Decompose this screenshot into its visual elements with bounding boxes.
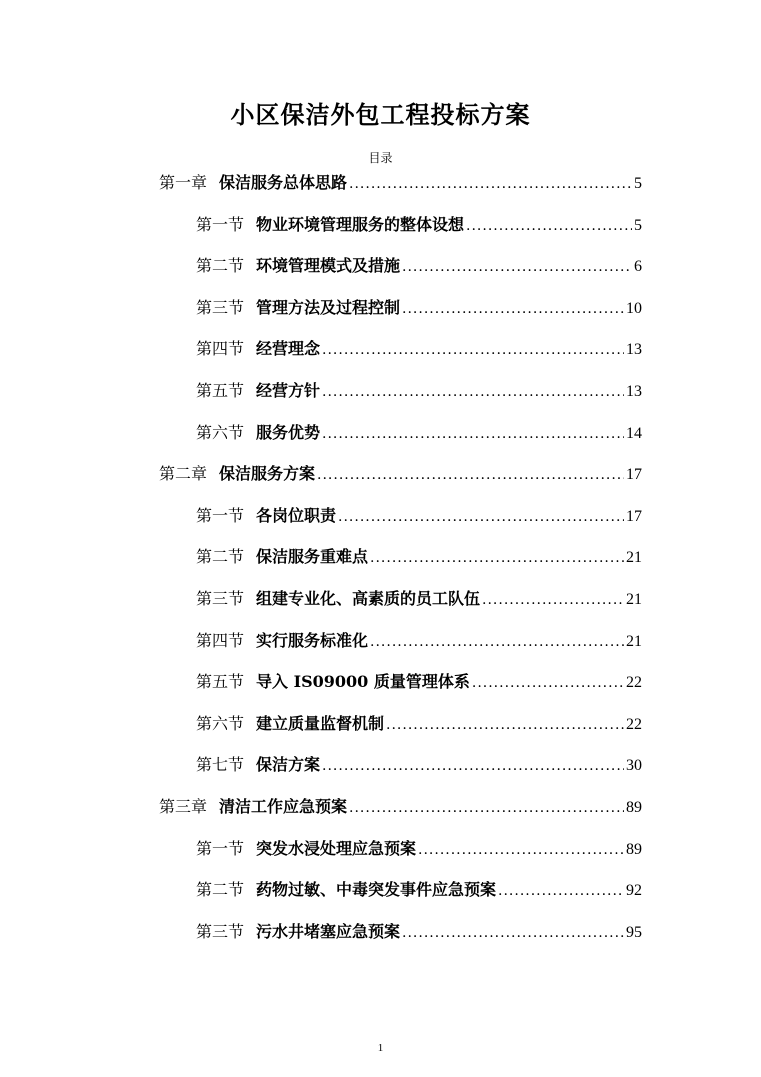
toc-chapter-entry[interactable] bbox=[159, 462, 642, 486]
toc-entry-page: 13 bbox=[626, 383, 642, 400]
toc-entry-number: 第四节 bbox=[196, 339, 245, 358]
toc-entry-title: 清洁工作应急预案 bbox=[219, 797, 348, 816]
toc-dot-leader bbox=[402, 255, 632, 279]
toc-entry-number: 第二章 bbox=[159, 464, 208, 483]
toc-entry-title: 环境管理模式及措施 bbox=[256, 256, 401, 275]
toc-section-entry[interactable] bbox=[196, 629, 642, 653]
toc-dot-leader bbox=[370, 546, 624, 570]
toc-entry-page: 10 bbox=[626, 300, 642, 317]
toc-entry-page: 92 bbox=[626, 882, 642, 899]
toc-section-entry[interactable] bbox=[196, 545, 642, 569]
toc-dot-leader bbox=[322, 338, 624, 362]
toc-entry-number: 第一节 bbox=[196, 506, 245, 525]
toc-dot-leader bbox=[322, 380, 624, 404]
toc-entry-page: 89 bbox=[626, 799, 642, 816]
toc-section-entry[interactable] bbox=[196, 379, 642, 403]
toc-entry-page: 22 bbox=[626, 674, 642, 691]
toc-entry-title: 各岗位职责 bbox=[256, 506, 337, 525]
toc-section-entry[interactable] bbox=[196, 837, 642, 861]
toc-entry-title: 物业环境管理服务的整体设想 bbox=[256, 215, 465, 234]
toc-dot-leader bbox=[317, 463, 624, 487]
toc-heading: 目录 bbox=[368, 151, 393, 165]
toc-entry-number: 第六节 bbox=[196, 423, 245, 442]
toc-entry-number: 第二节 bbox=[196, 547, 245, 566]
toc-entry-title: 保洁方案 bbox=[256, 755, 321, 774]
toc-entry-number: 第三节 bbox=[196, 298, 245, 317]
toc-entry-title: 服务优势 bbox=[256, 423, 321, 442]
toc-dot-leader bbox=[322, 422, 624, 446]
toc-entry-page: 6 bbox=[634, 258, 642, 275]
toc-section-entry[interactable] bbox=[196, 504, 642, 528]
toc-dot-leader bbox=[349, 796, 624, 820]
toc-dot-leader bbox=[386, 713, 624, 737]
toc-dot-leader bbox=[338, 505, 624, 529]
toc-dot-leader bbox=[498, 879, 624, 903]
toc-dot-leader bbox=[349, 172, 632, 196]
toc-dot-leader bbox=[322, 754, 624, 778]
toc-entry-page: 17 bbox=[626, 508, 642, 525]
toc-entry-number: 第二节 bbox=[196, 256, 245, 275]
toc-entry-title: 药物过敏、中毒突发事件应急预案 bbox=[256, 880, 497, 899]
toc-entry-page: 14 bbox=[626, 425, 642, 442]
toc-entry-title: 突发水浸处理应急预案 bbox=[256, 839, 417, 858]
toc-entry-title: 建立质量监督机制 bbox=[256, 714, 385, 733]
toc-entry-number: 第三节 bbox=[196, 922, 245, 941]
toc-entry-title: 实行服务标准化 bbox=[256, 631, 369, 650]
toc-entry-number: 第四节 bbox=[196, 631, 245, 650]
toc-section-entry[interactable] bbox=[196, 753, 642, 777]
toc-entry-title: 保洁服务方案 bbox=[219, 464, 316, 483]
toc-dot-leader bbox=[402, 297, 624, 321]
toc-dot-leader bbox=[472, 671, 624, 695]
toc-entry-number: 第一节 bbox=[196, 839, 245, 858]
toc-entry-number: 第二节 bbox=[196, 880, 245, 899]
toc-dot-leader bbox=[418, 838, 624, 862]
toc-section-entry[interactable] bbox=[196, 587, 642, 611]
toc-entry-page: 22 bbox=[626, 716, 642, 733]
toc-entry-number: 第三章 bbox=[159, 797, 208, 816]
toc-section-entry[interactable] bbox=[196, 421, 642, 445]
toc-entry-page: 30 bbox=[626, 757, 642, 774]
toc-dot-leader bbox=[466, 214, 632, 238]
toc-entry-title: 保洁服务总体思路 bbox=[219, 173, 348, 192]
toc-entry-number: 第六节 bbox=[196, 714, 245, 733]
toc-entry-title: 经营理念 bbox=[256, 339, 321, 358]
toc-entry-page: 21 bbox=[626, 591, 642, 608]
toc-entry-title: 经营方针 bbox=[256, 381, 321, 400]
toc-section-entry[interactable] bbox=[196, 213, 642, 237]
toc-entry-number: 第一节 bbox=[196, 215, 245, 234]
toc-entry-number: 第五节 bbox=[196, 381, 245, 400]
toc-section-entry[interactable] bbox=[196, 337, 642, 361]
document-title: 小区保洁外包工程投标方案 bbox=[230, 100, 531, 129]
toc-entry-title: 导入 IS09000 质量管理体系 bbox=[256, 672, 470, 691]
toc-entry-page: 13 bbox=[626, 341, 642, 358]
toc-entry-page: 21 bbox=[626, 633, 642, 650]
toc-chapter-entry[interactable] bbox=[159, 171, 642, 195]
toc-entry-number: 第七节 bbox=[196, 755, 245, 774]
toc-entry-page: 89 bbox=[626, 841, 642, 858]
toc-entry-title: 保洁服务重难点 bbox=[256, 547, 369, 566]
toc-entry-page: 17 bbox=[626, 466, 642, 483]
toc-section-entry[interactable] bbox=[196, 878, 642, 902]
toc-entry-page: 95 bbox=[626, 924, 642, 941]
toc-dot-leader bbox=[370, 630, 624, 654]
toc-entry-page: 21 bbox=[626, 549, 642, 566]
toc-dot-leader bbox=[402, 921, 624, 945]
toc-chapter-entry[interactable] bbox=[159, 795, 642, 819]
toc-section-entry[interactable] bbox=[196, 712, 642, 736]
toc-entry-page: 5 bbox=[634, 175, 642, 192]
toc-entry-page: 5 bbox=[634, 217, 642, 234]
toc-dot-leader bbox=[482, 588, 624, 612]
toc-section-entry[interactable] bbox=[196, 920, 642, 944]
toc-entry-number: 第五节 bbox=[196, 672, 245, 691]
toc-section-entry[interactable] bbox=[196, 670, 642, 694]
page-number: 1 bbox=[377, 1042, 384, 1054]
toc-entry-title: 组建专业化、高素质的员工队伍 bbox=[256, 589, 481, 608]
toc-entry-number: 第三节 bbox=[196, 589, 245, 608]
toc-section-entry[interactable] bbox=[196, 254, 642, 278]
toc-section-entry[interactable] bbox=[196, 296, 642, 320]
toc-entry-title: 管理方法及过程控制 bbox=[256, 298, 401, 317]
toc-entry-number: 第一章 bbox=[159, 173, 208, 192]
toc-entry-title: 污水井堵塞应急预案 bbox=[256, 922, 401, 941]
